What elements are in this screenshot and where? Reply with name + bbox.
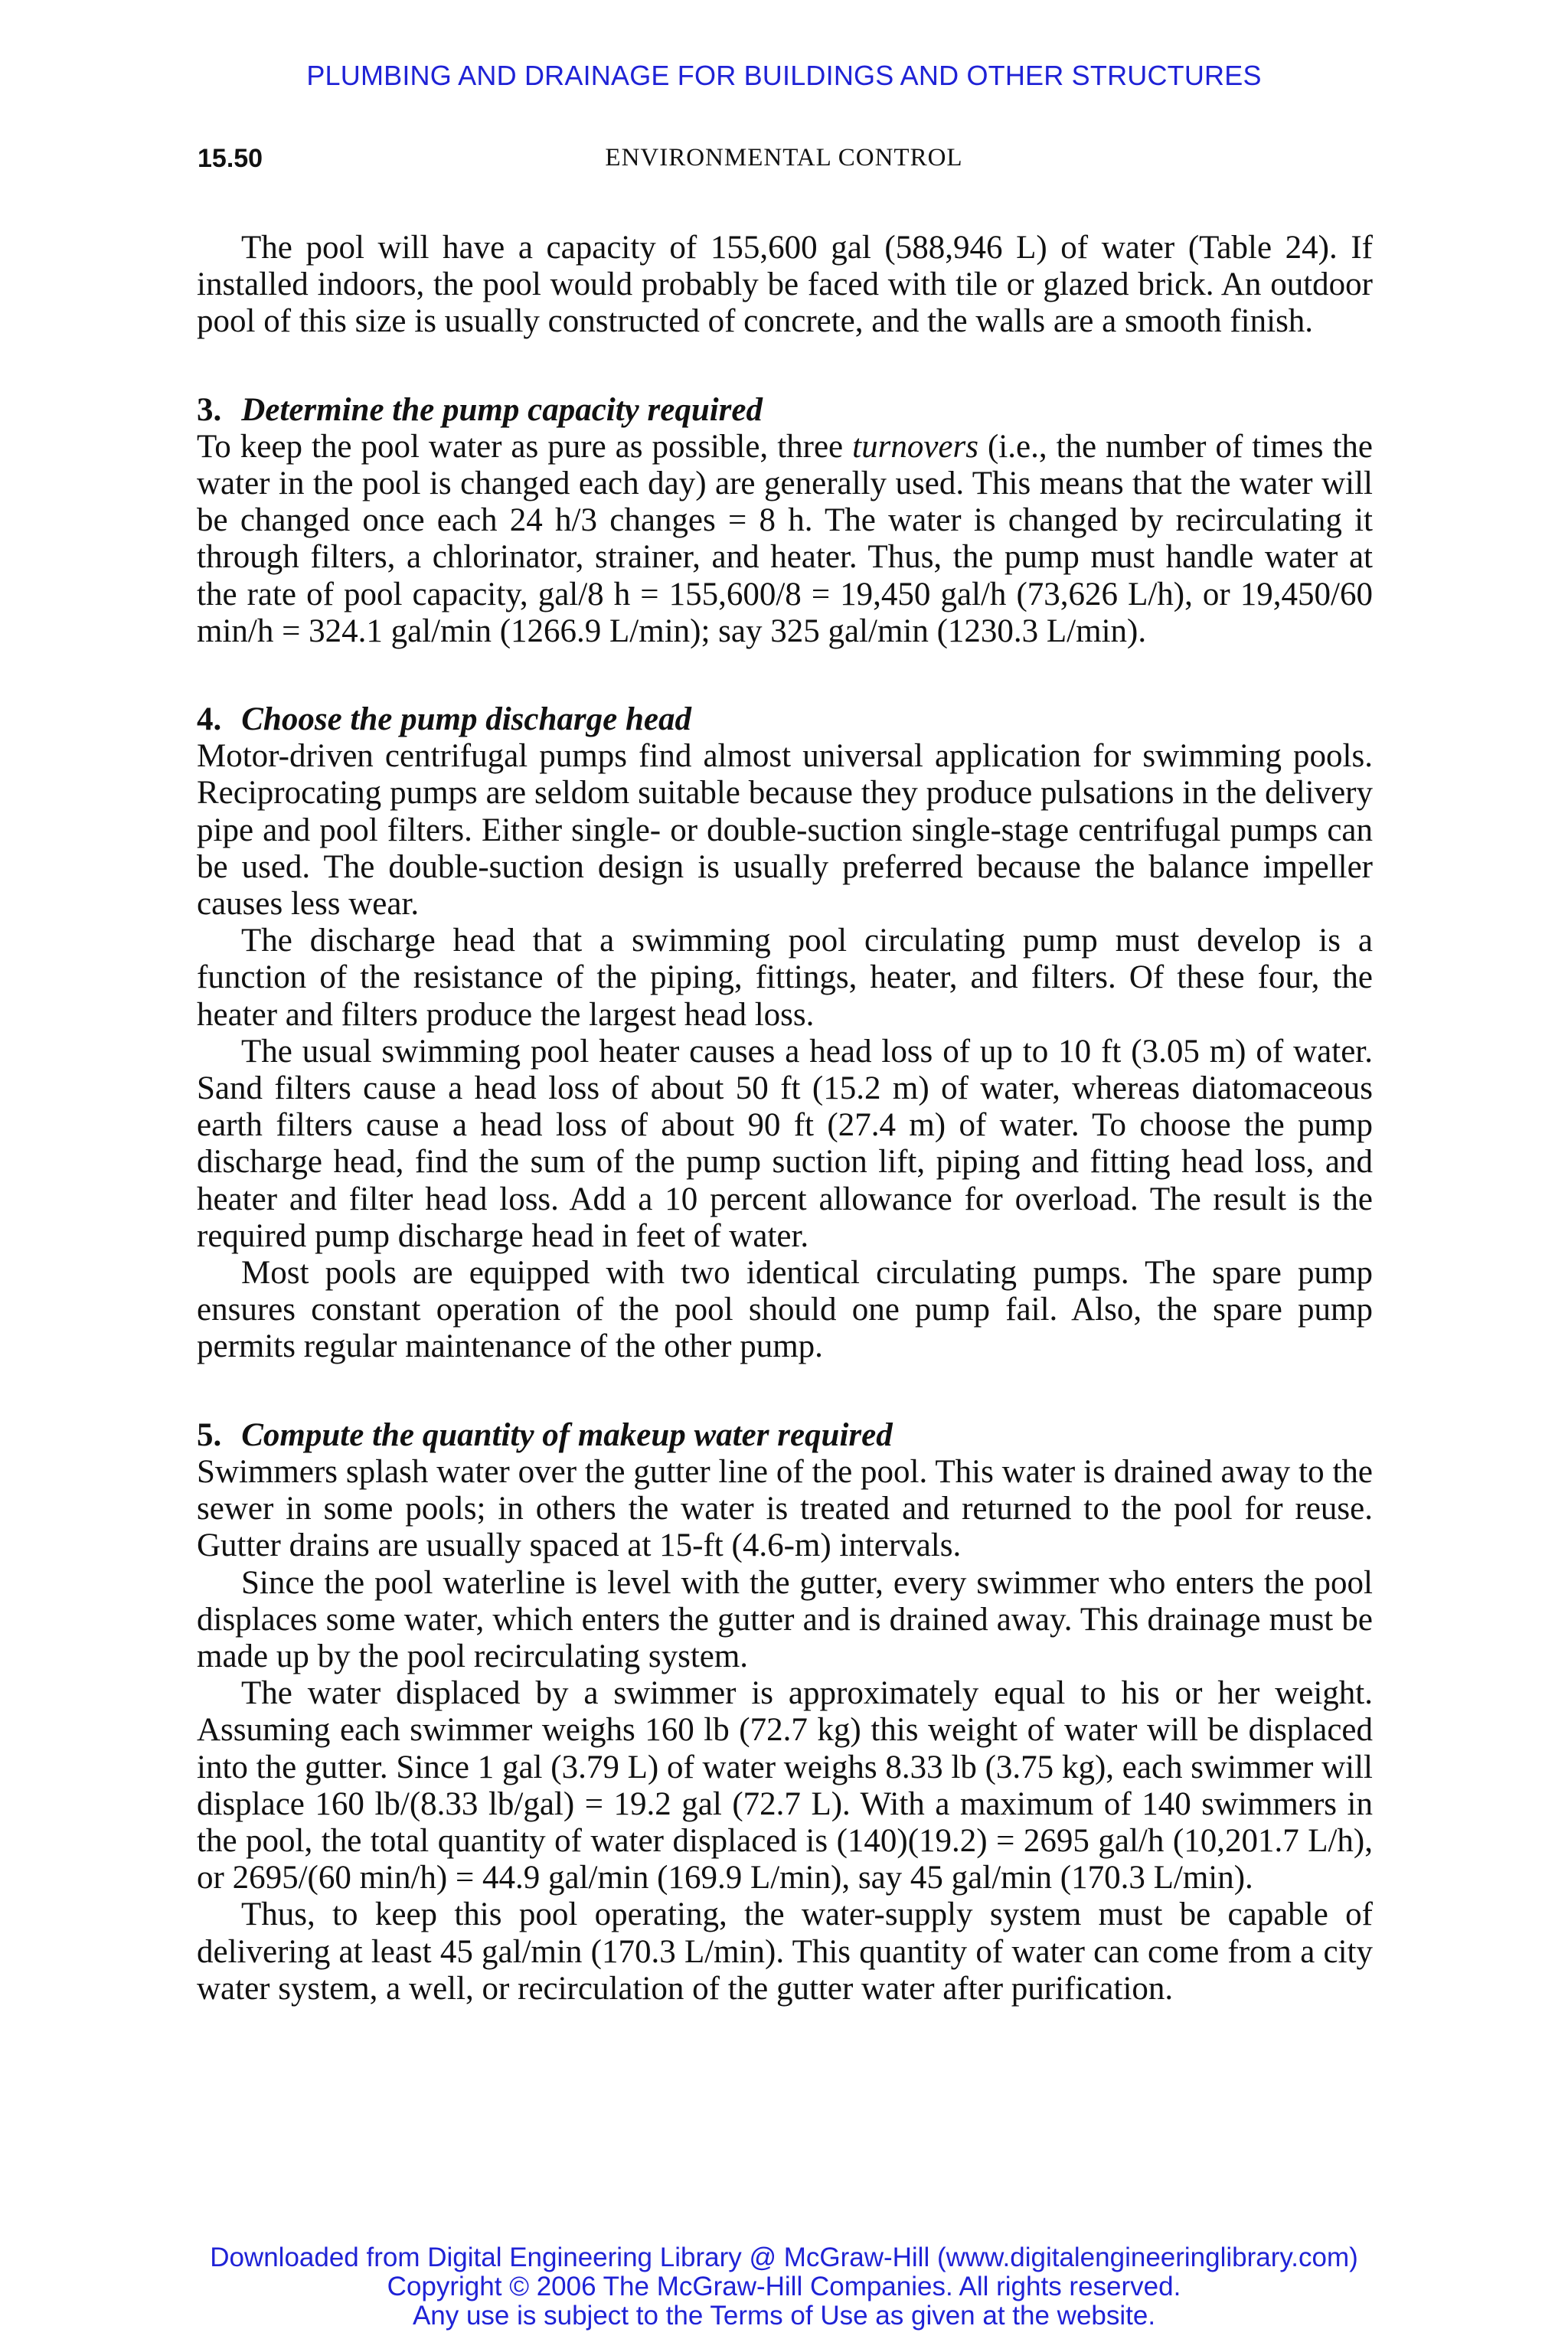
download-footer <box>0 2243 1568 2331</box>
page-number: 15.50 <box>198 144 263 173</box>
page-body <box>197 230 1373 2007</box>
step-3-paragraph <box>197 429 1373 650</box>
step-3-text-a: To keep the pool water as pure as possible, three <box>197 428 853 465</box>
step-5-paragraph-1: Swimmers splash water over the gutter line of the pool. This water is drained away to the sewer in some pools; in others the water is treated and returned to the pool for reuse. Gutter drains are usually spaced at 15-ft (4.6-m) intervals. <box>197 1453 1373 1564</box>
step-5-section <box>197 1417 1373 2007</box>
footer-download-line[interactable]: Downloaded from Digital Engineering Library @ McGraw-Hill (www.digitalengineeringlibrary.com) <box>210 2243 1358 2272</box>
step-3-text-b: (i.e., the number of times the water in the pool is changed each day) are generally used. This means that the water will be changed once each 24 h/3 changes = 8 h. The water is changed by recirculating it through filters, a chlorinator, strainer, and heater. Thus, the pump must handle water at the rate of pool capacity, gal/8 h = 155,600/8 = 19,450 gal/h (73,626 L/h), or 19,450/60 min/h = 324.1 gal/min (1266.9 L/min); say 325 gal/min (1230.3 L/min). <box>197 428 1373 649</box>
step-3-number: 3. <box>197 391 222 428</box>
step-5-paragraph-2: Since the pool waterline is level with the gutter, every swimmer who enters the pool displaces some water, which enters the gutter and is drained away. This drainage must be made up by the pool recirculating system. <box>197 1564 1373 1674</box>
book-title-banner: PLUMBING AND DRAINAGE FOR BUILDINGS AND OTHER STRUCTURES <box>306 60 1262 91</box>
step-5-paragraph-3: The water displaced by a swimmer is approximately equal to his or her weight. Assuming each swimmer weighs 160 lb (72.7 kg) this weight of water will be displaced into the gutter. Since 1 gal (3.79 L) of water weighs 8.33 lb (3.75 kg), each swimmer will displace 160 lb/(8.33 lb/gal) = 19.2 gal (72.7 L). With a maximum of 140 swimmers in the pool, the total quantity of water displaced is (140)(19.2) = 2695 gal/h (10,201.7 L/h), or 2695/(60 min/h) = 44.9 gal/min (169.9 L/min), say 45 gal/min (170.3 L/min). <box>197 1675 1373 1896</box>
step-4-title: Choose the pump discharge head <box>241 701 691 738</box>
step-4-section <box>197 701 1373 1366</box>
step-3-italic-term: turnovers <box>852 428 978 465</box>
step-3-section <box>197 392 1373 650</box>
step-5-title: Compute the quantity of makeup water required <box>241 1416 893 1453</box>
intro-paragraph: The pool will have a capacity of 155,600 gal (588,946 L) of water (Table 24). If installed indoors, the pool would probably be faced with tile or glazed brick. An outdoor pool of this size is usually constructed of concrete, and the walls are a smooth finish. <box>197 230 1373 340</box>
step-4-number: 4. <box>197 701 222 738</box>
step-5-heading <box>197 1417 1373 1454</box>
step-3-title: Determine the pump capacity required <box>241 391 763 428</box>
footer-terms-line[interactable]: Any use is subject to the Terms of Use as given at the website. <box>412 2301 1156 2331</box>
running-head: ENVIRONMENTAL CONTROL <box>605 144 963 172</box>
step-5-number: 5. <box>197 1416 222 1453</box>
step-3-heading <box>197 392 1373 429</box>
step-4-paragraph-3: The usual swimming pool heater causes a head loss of up to 10 ft (3.05 m) of water. Sand filters cause a head loss of about 50 ft (15.2 m) of water, whereas diatomaceous earth filters cause a head loss of about 90 ft (27.4 m) of water. To choose the pump discharge head, find the sum of the pump suction lift, piping and fitting head loss, and heater and filter head loss. Add a 10 percent allowance for overload. The result is the required pump discharge head in feet of water. <box>197 1033 1373 1254</box>
step-4-paragraph-4: Most pools are equipped with two identical circulating pumps. The spare pump ensures constant operation of the pool should one pump fail. Also, the spare pump permits regular maintenance of the other pump. <box>197 1255 1373 1365</box>
step-4-paragraph-1: Motor-driven centrifugal pumps find almost universal application for swimming pools. Reciprocating pumps are seldom suitable because they produce pulsations in the delivery pipe and pool filters. Either single- or double-suction single-stage centrifugal pumps can be used. The double-suction design is usually preferred because the balance impeller causes less wear. <box>197 738 1373 923</box>
step-5-paragraph-4: Thus, to keep this pool operating, the water-supply system must be capable of delivering at least 45 gal/min (170.3 L/min). This quantity of water can come from a city water system, a well, or recirculation of the gutter water after purification. <box>197 1896 1373 2007</box>
footer-copyright-line: Copyright © 2006 The McGraw-Hill Companies. All rights reserved. <box>387 2272 1181 2301</box>
step-4-paragraph-2: The discharge head that a swimming pool circulating pump must develop is a function of the resistance of the piping, fittings, heater, and filters. Of these four, the heater and filters produce the largest head loss. <box>197 923 1373 1033</box>
step-4-heading <box>197 701 1373 738</box>
